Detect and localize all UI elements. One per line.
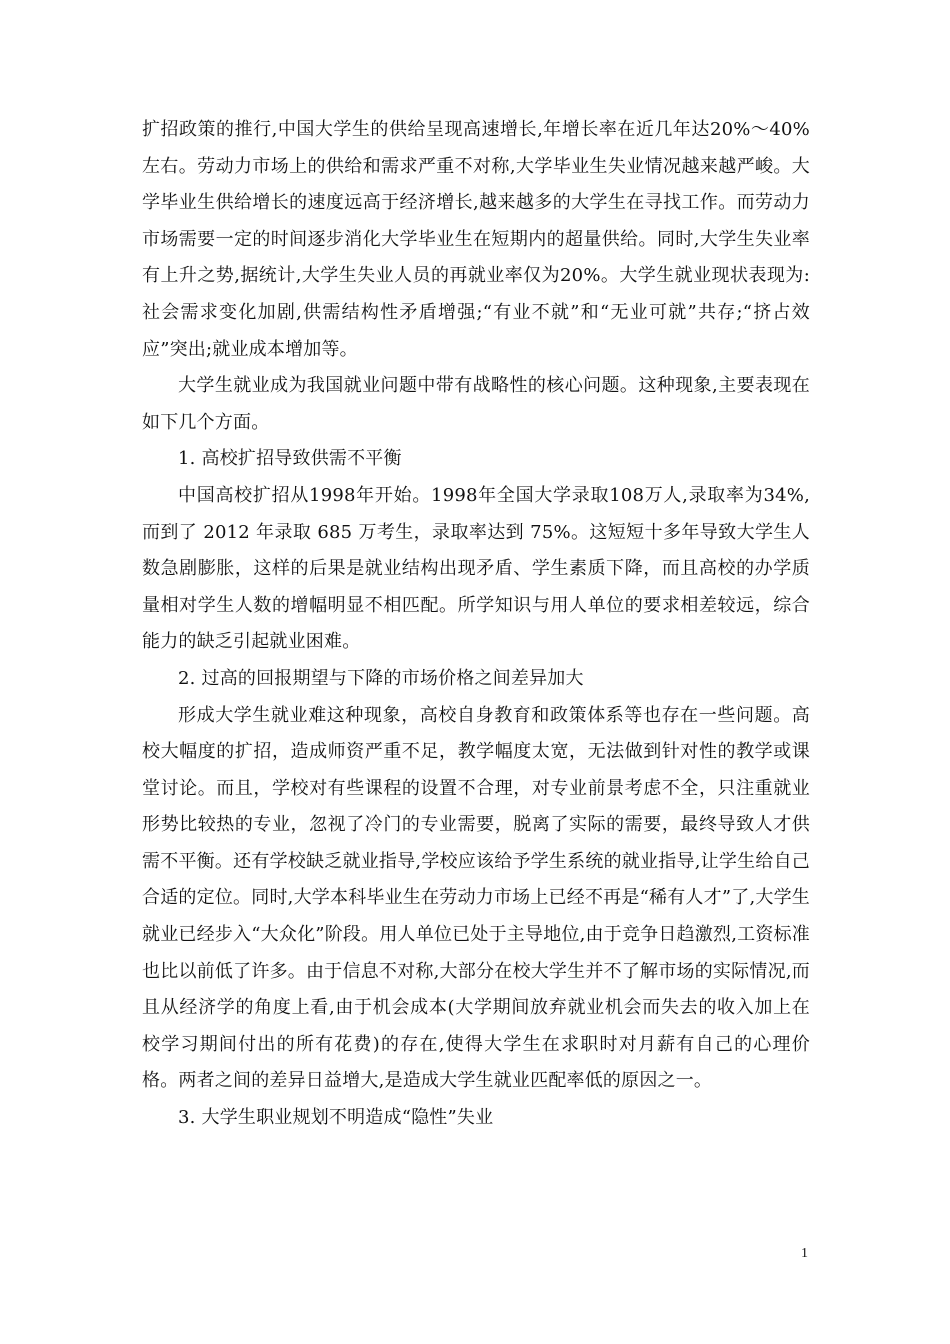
document-body [142,112,810,1137]
section-heading-1: 1. 高校扩招导致供需不平衡 [178,448,402,470]
paragraph-4: 形成大学生就业难这种现象，高校自身教育和政策体系等也存在一些问题。高校大幅度的扩招，造成师资严重不足，教学幅度太宽，无法做到针对性的教学或课堂讨论。而且，学校对有些课程的设置不合理，对专业前景考虑不全，只注重就业形势比较热的专业，忽视了冷门的专业需要，脱离了实际的需要，最终导致人才供需不平衡。还有学校缺乏就业指导,学校应该给予学生系统的就业指导,让学生给自己合适的定位。同时,大学本科毕业生在劳动力市场上已经不再是“稀有人才”了,大学生就业已经步入“大众化”阶段。用人单位已处于主导地位,由于竞争日趋激烈,工资标准也比以前低了许多。由于信息不对称,大部分在校大学生并不了解市场的实际情况,而且从经济学的角度上看,由于机会成本(大学期间放弃就业机会而失去的收入加上在校学习期间付出的所有花费)的存在,使得大学生在求职时对月薪有自己的心理价格。两者之间的差异日益增大,是造成大学生就业匹配率低的原因之一。 [142,704,810,1092]
section-heading-3: 3. 大学生职业规划不明造成“隐性”失业 [178,1107,494,1129]
section-heading-2: 2. 过高的回报期望与下降的市场价格之间差异加大 [178,667,584,689]
paragraph-2: 大学生就业成为我国就业问题中带有战略性的核心问题。这种现象,主要表现在如下几个方面。 [142,375,810,433]
page-number: 1 [801,1246,808,1261]
paragraph-1: 扩招政策的推行,中国大学生的供给呈现高速增长,年增长率在近几年达20%～40%左右。劳动力市场上的供给和需求严重不对称,大学毕业生失业情况越来越严峻。大学毕业生供给增长的速度远高于经济增长,越来越多的大学生在寻找工作。而劳动力市场需要一定的时间逐步消化大学毕业生在短期内的超量供给。同时,大学生失业率有上升之势,据统计,大学生失业人员的再就业率仅为20%。大学生就业现状表现为:社会需求变化加剧,供需结构性矛盾增强;“有业不就”和“无业可就”共存;“挤占效应”突出;就业成本增加等。 [142,119,810,360]
paragraph-3: 中国高校扩招从1998年开始。1998年全国大学录取108万人,录取率为34%,而到了 2012 年录取 685 万考生，录取率达到 75%。这短短十多年导致大学生人数急剧膨胀，这样的后果是就业结构出现矛盾、学生素质下降，而且高校的办学质量相对学生人数的增幅明显不相匹配。所学知识与用人单位的要求相差较远，综合能力的缺乏引起就业困难。 [142,484,810,653]
